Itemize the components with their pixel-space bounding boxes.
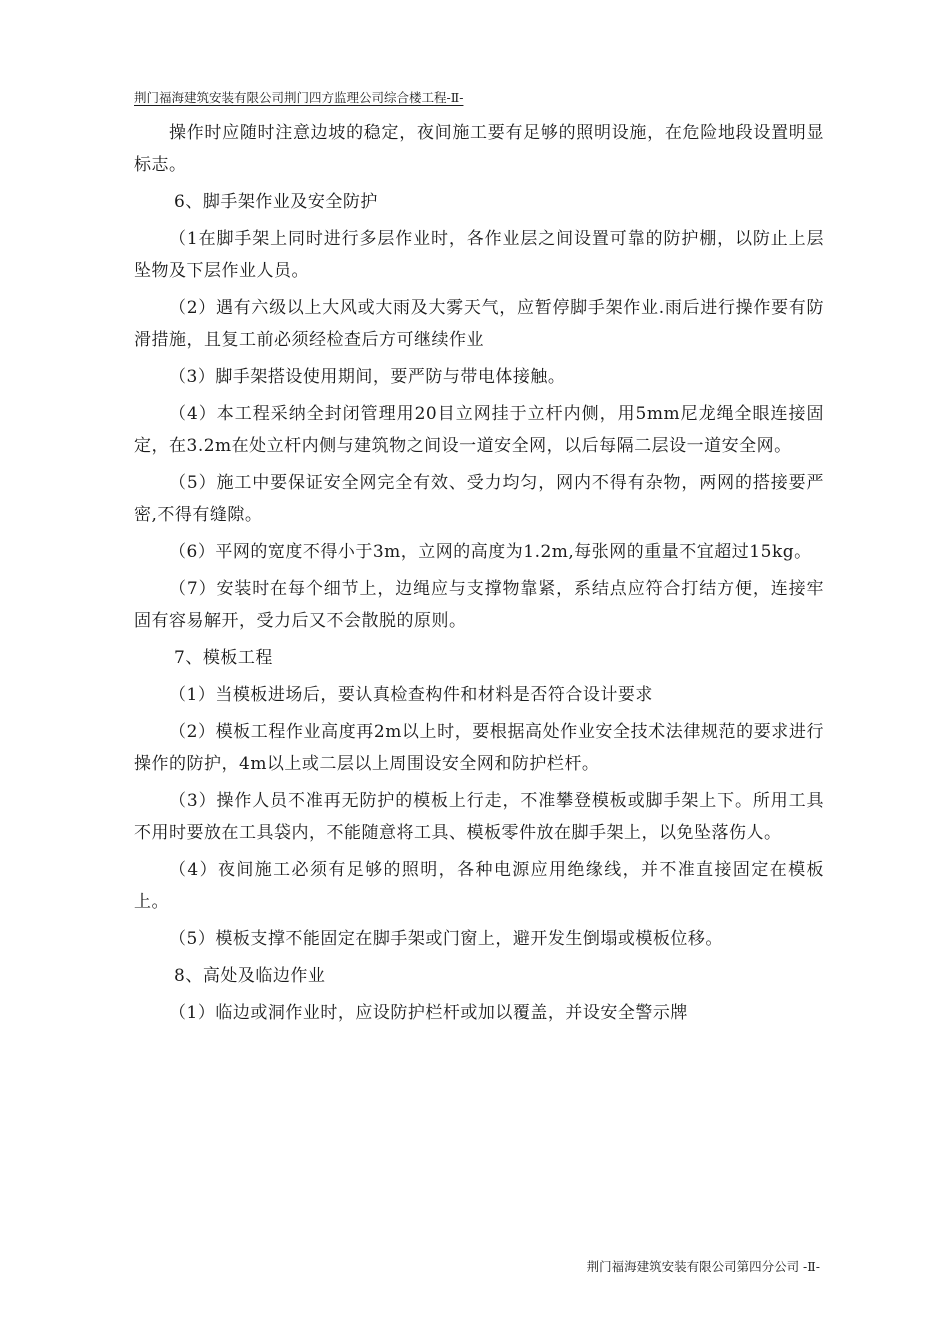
paragraph: （5）施工中要保证安全网完全有效、受力均匀，网内不得有杂物，两网的搭接要严密,不得有缝隙。 (134, 473, 824, 525)
paragraph: （3）操作人员不准再无防护的模板上行走，不准攀登模板或脚手架上下。所用工具不用时要放在工具袋内，不能随意将工具、模板零件放在脚手架上，以免坠落伤人。 (134, 791, 824, 843)
section-heading: 7、模板工程 (174, 648, 273, 668)
section-heading: 6、脚手架作业及安全防护 (174, 192, 378, 212)
paragraph: （4）本工程采纳全封闭管理用20目立网挂于立杆内侧，用5mm尼龙绳全眼连接固定，在3.2m在处立杆内侧与建筑物之间设一道安全网，以后每隔二层设一道安全网。 (134, 404, 824, 456)
page-footer: 荆门福海建筑安装有限公司第四分公司 -Ⅱ- (586, 1259, 820, 1274)
paragraph: （4）夜间施工必须有足够的照明，各种电源应用绝缘线，并不准直接固定在模板上。 (134, 860, 824, 912)
section-heading: 8、高处及临边作业 (174, 966, 326, 986)
paragraph: （6）平网的宽度不得小于3m，立网的高度为1.2m,每张网的重量不宜超过15kg。 (169, 542, 812, 562)
paragraph: （2）模板工程作业高度再2m以上时，要根据高处作业安全技术法律规范的要求进行操作的防护，4m以上或二层以上周围设安全网和防护栏杆。 (134, 722, 824, 774)
paragraph: （1在脚手架上同时进行多层作业时，各作业层之间设置可靠的防护棚，以防止上层坠物及下层作业人员。 (134, 229, 824, 281)
document-body (134, 117, 824, 1029)
paragraph: （5）模板支撑不能固定在脚手架或门窗上，避开发生倒塌或模板位移。 (169, 929, 723, 949)
paragraph: （1）临边或洞作业时，应设防护栏杆或加以覆盖，并设安全警示牌 (169, 1003, 688, 1023)
paragraph: （2）遇有六级以上大风或大雨及大雾天气，应暂停脚手架作业.雨后进行操作要有防滑措施，且复工前必须经检查后方可继续作业 (134, 298, 824, 350)
page-header: 荆门福海建筑安装有限公司荆门四方监理公司综合楼工程-Ⅱ- (134, 90, 464, 105)
paragraph: （1）当模板进场后，要认真检查构件和材料是否符合设计要求 (169, 685, 653, 705)
paragraph: 操作时应随时注意边坡的稳定，夜间施工要有足够的照明设施，在危险地段设置明显标志。 (134, 123, 824, 175)
paragraph: （3）脚手架搭设使用期间，要严防与带电体接触。 (169, 367, 566, 387)
paragraph: （7）安装时在每个细节上，边绳应与支撑物靠紧，系结点应符合打结方便，连接牢固有容易解开，受力后又不会散脱的原则。 (134, 579, 824, 631)
